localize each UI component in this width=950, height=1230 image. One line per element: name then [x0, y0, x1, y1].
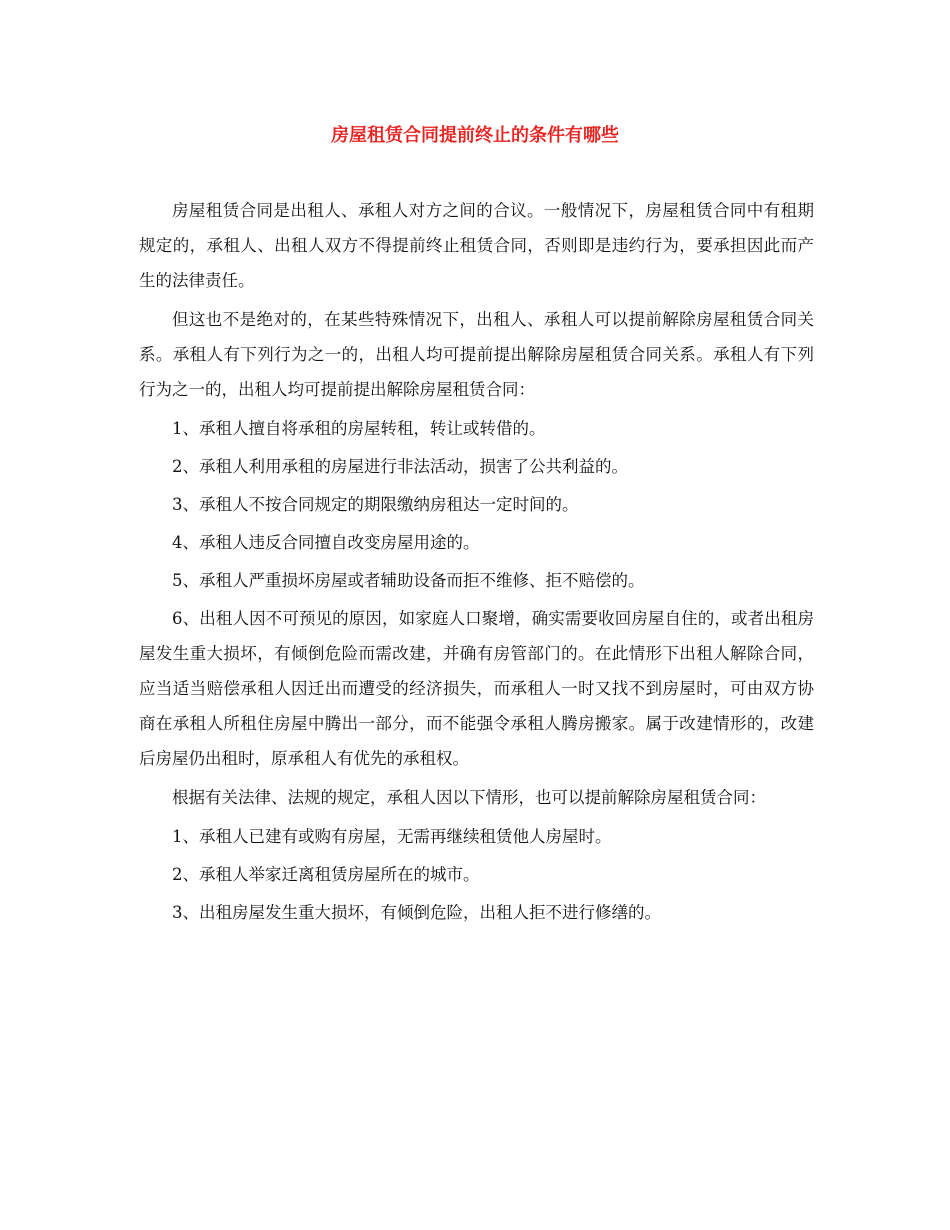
list-item-lessor-3: 3、承租人不按合同规定的期限缴纳房租达一定时间的。 [172, 495, 579, 514]
paragraph-intro: 房屋租赁合同是出租人、承租人对方之间的合议。一般情况下，房屋租赁合同中有租期规定的，承租人、出租人双方不得提前终止租赁合同，否则即是违约行为，要承担因此而产生的法律责任。 [139, 201, 814, 290]
list-item-lessor-2: 2、承租人利用承租的房屋进行非法活动，损害了公共利益的。 [172, 457, 628, 476]
document-body [139, 193, 814, 933]
document-title: 房屋租赁合同提前终止的条件有哪些 [331, 125, 619, 146]
list-item-lessor-6: 6、出租人因不可预见的原因，如家庭人口聚增，确实需要收回房屋自住的，或者出租房屋发生重大损坏，有倾倒危险而需改建，并确有房管部门的。在此情形下出租人解除合同，应当适当赔偿承租人因迁出而遭受的经济损失，而承租人一时又找不到房屋时，可由双方协商在承租人所租住房屋中腾出一部分，而不能强令承租人腾房搬家。属于改建情形的，改建后房屋仍出租时，原承租人有优先的承租权。 [139, 609, 814, 768]
list-item-lessee-3: 3、出租房屋发生重大损坏，有倾倒危险，出租人拒不进行修缮的。 [172, 903, 661, 922]
list-item-lessee-1: 1、承租人已建有或购有房屋，无需再继续租赁他人房屋时。 [172, 827, 612, 846]
list-item-lessor-1: 1、承租人擅自将承租的房屋转租，转让或转借的。 [172, 419, 546, 438]
list-item-lessee-2: 2、承租人举家迁离租赁房屋所在的城市。 [172, 865, 480, 884]
list-item-lessor-5: 5、承租人严重损坏房屋或者辅助设备而拒不维修、拒不赔偿的。 [172, 571, 645, 590]
list-item-lessor-4: 4、承租人违反合同擅自改变房屋用途的。 [172, 533, 480, 552]
paragraph-lessee-rights: 根据有关法律、法规的规定，承租人因以下情形，也可以提前解除房屋租赁合同： [172, 788, 766, 807]
paragraph-exceptions: 但这也不是绝对的，在某些特殊情况下，出租人、承租人可以提前解除房屋租赁合同关系。承租人有下列行为之一的，出租人均可提前提出解除房屋租赁合同关系。承租人有下列行为之一的，出租人均可提前提出解除房屋租赁合同： [139, 310, 814, 399]
